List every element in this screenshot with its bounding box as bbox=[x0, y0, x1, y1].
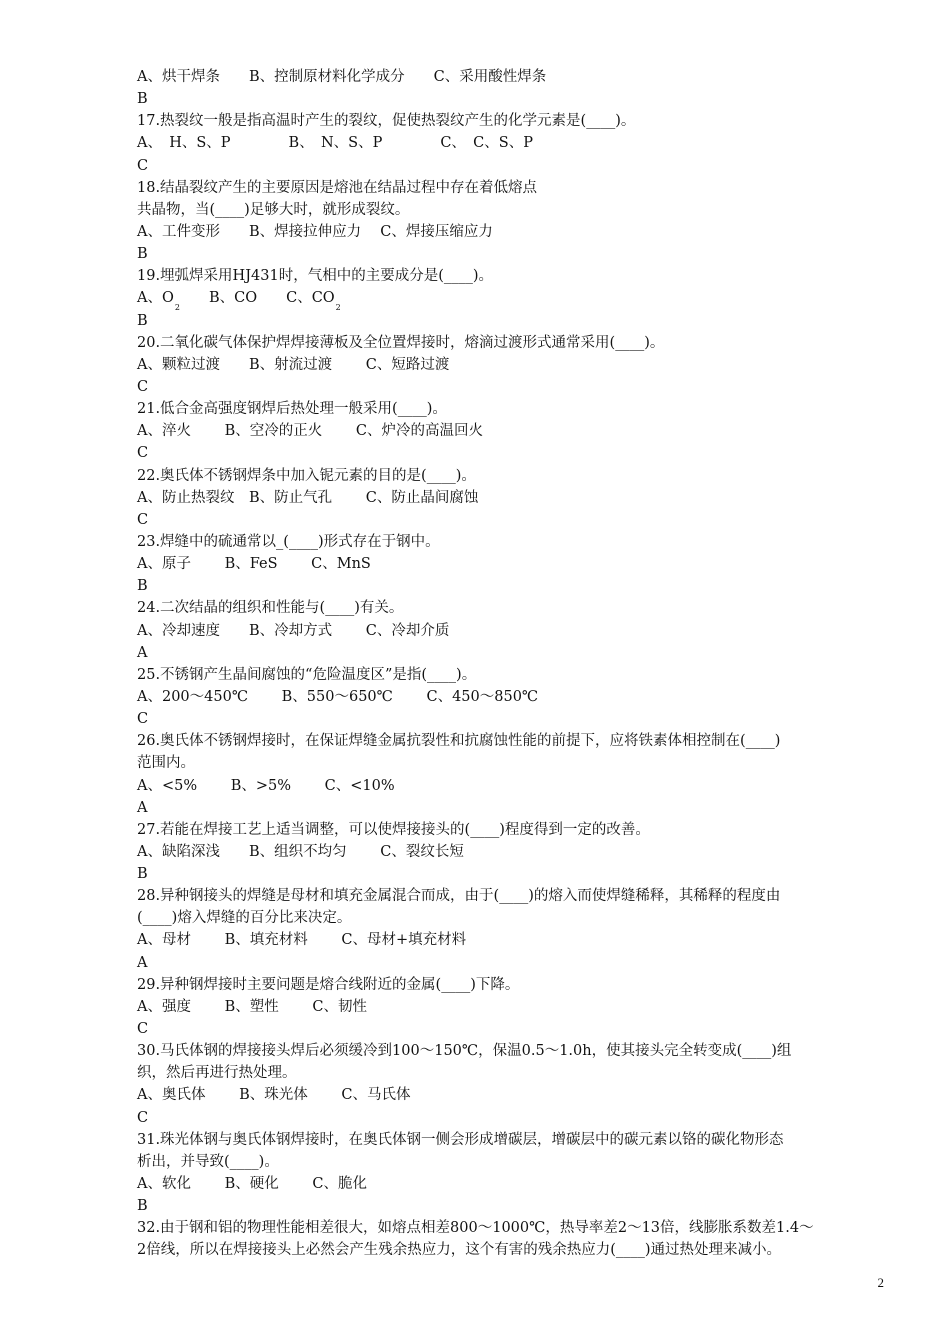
text-line: A、软化 B、硬化 C、脆化 bbox=[137, 1176, 367, 1193]
text-line: B bbox=[137, 578, 148, 595]
text-line: B bbox=[137, 312, 148, 329]
text-line: A、原子 B、FeS C、MnS bbox=[137, 556, 371, 573]
text-line: 2倍线，所以在焊接接头上必然会产生残余热应力，这个有害的残余热应力(____)通过热处理来减小。 bbox=[137, 1242, 782, 1259]
text-line: B bbox=[137, 866, 148, 883]
text-line: 范围内。 bbox=[137, 755, 195, 772]
option-c: C、CO bbox=[257, 290, 335, 307]
text-line: 19.埋弧焊采用HJ431时，气相中的主要成分是(____)。 bbox=[137, 268, 494, 285]
text-line: 20.二氧化碳气体保护焊焊接薄板及全位置焊接时，熔滴过渡形式通常采用(____)。 bbox=[137, 334, 665, 351]
text-line: 22.奥氏体不锈钢焊条中加入铌元素的目的是(____)。 bbox=[137, 467, 476, 484]
text-line: B bbox=[137, 246, 148, 263]
text-line: A bbox=[137, 954, 148, 971]
text-line: (____)熔入焊缝的百分比来决定。 bbox=[137, 910, 352, 927]
page-number: 2 bbox=[877, 1275, 884, 1290]
text-line: 25.不锈钢产生晶间腐蚀的“危险温度区”是指(____)。 bbox=[137, 666, 477, 683]
text-line: C bbox=[137, 1109, 149, 1126]
text-line: A、<5% B、>5% C、<10% bbox=[137, 777, 395, 794]
text-line: A、母材 B、填充材料 C、母材+填充材料 bbox=[137, 932, 467, 949]
text-line: C bbox=[137, 445, 149, 462]
text-line: A、200～450℃ B、550～650℃ C、450～850℃ bbox=[137, 688, 539, 705]
text-line: C bbox=[137, 711, 149, 728]
text-line: C bbox=[137, 1021, 149, 1038]
text-line: C bbox=[137, 511, 149, 528]
text-line: A、强度 B、塑性 C、韧性 bbox=[137, 998, 367, 1015]
text-line: A、颗粒过渡 B、射流过渡 C、短路过渡 bbox=[137, 356, 450, 373]
option-b: B、CO bbox=[179, 290, 258, 307]
text-line: A、冷却速度 B、冷却方式 C、冷却介质 bbox=[137, 622, 450, 639]
text-line: A、奥氏体 B、珠光体 C、马氏体 bbox=[137, 1087, 411, 1104]
text-line: B bbox=[137, 91, 148, 108]
subscript: 2 bbox=[335, 303, 341, 313]
text-line: 32.由于钢和铝的物理性能相差很大，如熔点相差800～1000℃，热导率差2～13倍，线膨胀系数差1.4～ bbox=[137, 1220, 814, 1237]
text-line: C bbox=[137, 378, 149, 395]
text-line: A、 H、S、P B、 N、S、P C、 C、S、P bbox=[137, 135, 533, 152]
text-line: 26.奥氏体不锈钢焊接时，在保证焊缝金属抗裂性和抗腐蚀性能的前提下，应将铁素体相控制在(____) bbox=[137, 733, 781, 750]
text-line: A、工件变形 B、焊接拉伸应力 C、焊接压缩应力 bbox=[137, 223, 493, 240]
text-line: 析出，并导致(____)。 bbox=[137, 1153, 279, 1170]
q19-options-line bbox=[137, 287, 887, 313]
text-line: A bbox=[137, 644, 148, 661]
text-line: 23.焊缝中的硫通常以_(____)形式存在于钢中。 bbox=[137, 533, 440, 550]
option-a: A、O bbox=[137, 290, 174, 307]
text-line: 18.结晶裂纹产生的主要原因是熔池在结晶过程中存在着低熔点 bbox=[137, 179, 538, 196]
text-line: A、淬火 B、空冷的正火 C、炉冷的高温回火 bbox=[137, 423, 483, 440]
text-line: A、烘干焊条 B、控制原材料化学成分 C、采用酸性焊条 bbox=[137, 69, 547, 85]
text-line: B bbox=[137, 1198, 148, 1215]
text-line: A bbox=[137, 799, 148, 816]
text-line: A、缺陷深浅 B、组织不均匀 C、裂纹长短 bbox=[137, 843, 464, 860]
text-line: 织，然后再进行热处理。 bbox=[137, 1065, 297, 1082]
text-line: C bbox=[137, 157, 149, 174]
text-line: 17.热裂纹一般是指高温时产生的裂纹，促使热裂纹产生的化学元素是(____)。 bbox=[137, 113, 636, 130]
text-line: 28.异种钢接头的焊缝是母材和填充金属混合而成，由于(____)的熔入而使焊缝稀释，其稀释的程度由 bbox=[137, 888, 781, 905]
text-line: 共晶物，当(____)足够大时，就形成裂纹。 bbox=[137, 201, 410, 218]
question-list bbox=[137, 66, 887, 1262]
text-line: 30.马氏体钢的焊接接头焊后必须缓冷到100～150℃，保温0.5～1.0h，使其接头完全转变成(____)组 bbox=[137, 1043, 792, 1060]
text-line: 27.若能在焊接工艺上适当调整，可以使焊接接头的(____)程度得到一定的改善。 bbox=[137, 821, 650, 838]
text-line: 24.二次结晶的组织和性能与(____)有关。 bbox=[137, 600, 404, 617]
text-line: A、防止热裂纹 B、防止气孔 C、防止晶间腐蚀 bbox=[137, 489, 479, 506]
text-line: 29.异种钢焊接时主要问题是熔合线附近的金属(____)下降。 bbox=[137, 976, 520, 993]
subscript: 2 bbox=[174, 303, 180, 313]
text-line: 21.低合金高强度钢焊后热处理一般采用(____)。 bbox=[137, 401, 447, 418]
text-line: 31.珠光体钢与奥氏体钢焊接时，在奥氏体钢一侧会形成增碳层，增碳层中的碳元素以铬的碳化物形态 bbox=[137, 1131, 784, 1148]
